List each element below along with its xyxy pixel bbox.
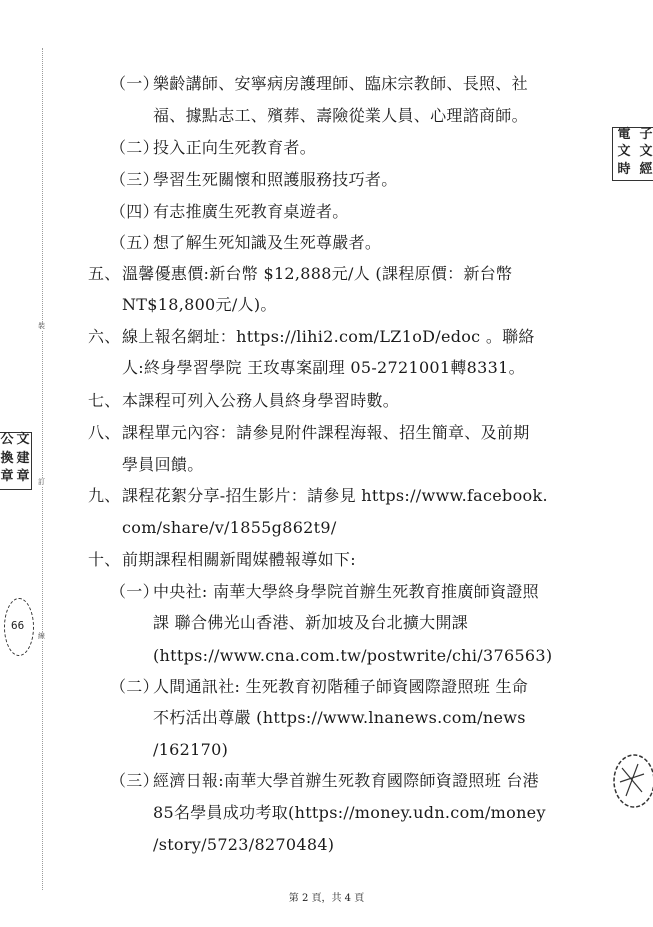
section-8-line-2: 學員回饋。 (122, 455, 204, 474)
audience-item-2-text: 投入正向生死教育者。 (153, 138, 317, 157)
seal-text: 66 (11, 619, 25, 632)
section-5-line-1: 溫馨優惠價:新台幣 $12,888元/人 (課程原價：新台幣 (122, 264, 513, 283)
stamp-char: 文 (617, 144, 631, 160)
audience-item-3-text: 學習生死關懷和照護服務技巧者。 (153, 170, 398, 189)
section-8-num: 八、 (88, 423, 121, 442)
stamp-char: 文 (16, 432, 30, 447)
section-6-line-2: 人:終身學習學院 王玫專案副理 05-2721001轉8331。 (122, 358, 525, 377)
news-item-2-num: （二） (110, 677, 159, 696)
audience-item-5-text: 想了解生死知識及生死尊嚴者。 (153, 233, 382, 252)
audience-item-3-num: （三） (110, 170, 159, 189)
stamp-char: 章 (16, 469, 30, 485)
news-item-2-line-2: 不朽活出尊嚴 (https://www.lnanews.com/news (153, 708, 526, 727)
stamp-char: 換 (0, 450, 14, 466)
section-6-line-1: 線上報名網址：https://lihi2.com/LZ1oD/edoc 。聯絡 (122, 327, 535, 346)
news-item-3-num: （三） (110, 771, 159, 790)
section-9-line-2: com/share/v/1855g862t9/ (122, 518, 337, 537)
stamp-char: 文 (639, 144, 653, 160)
audience-item-4-num: （四） (110, 202, 159, 221)
section-9-line-1: 課程花絮分享-招生影片：請參見 https://www.facebook. (122, 486, 548, 505)
section-7-text: 本課程可列入公務人員終身學習時數。 (122, 391, 400, 410)
stamp-char: 章 (0, 469, 14, 485)
news-item-2-line-1: 人間通訊社: 生死教育初階種子師資國際證照班 生命 (153, 677, 529, 696)
section-9-num: 九、 (88, 486, 121, 505)
news-item-3-line-3: /story/5723/8270484) (153, 835, 335, 854)
binding-line (42, 48, 43, 890)
binding-mark-ding: 訂 (38, 478, 45, 486)
binding-mark-xian: 線 (38, 632, 45, 640)
page-number-footer: 第 2 頁，共 4 頁 (288, 893, 365, 904)
perforation-seal-icon (608, 752, 653, 810)
electronic-document-stamp (612, 127, 653, 181)
section-8-line-1: 課程單元內容：請參見附件課程海報、招生簡章、及前期 (122, 423, 530, 442)
section-5-num: 五、 (88, 264, 121, 283)
audience-item-4-text: 有志推廣生死教育桌遊者。 (153, 202, 349, 221)
stamp-char: 建 (16, 450, 30, 466)
binding-mark-zhuang: 裝 (38, 322, 45, 330)
audience-item-1-line-2: 福、據點志工、殯葬、壽險從業人員、心理諮商師。 (153, 106, 528, 125)
document-exchange-stamp (0, 432, 32, 490)
news-item-2-line-3: /162170) (153, 740, 229, 759)
perforation-seal (4, 598, 34, 656)
news-item-1-line-2: 課 聯合佛光山香港、新加坡及台北擴大開課 (153, 613, 469, 632)
audience-item-2-num: （二） (110, 138, 159, 157)
news-item-1-line-3: (https://www.cna.com.tw/postwrite/chi/376563) (153, 646, 553, 665)
stamp-char: 子 (639, 127, 653, 142)
section-10-text: 前期課程相關新聞媒體報導如下: (122, 550, 356, 569)
section-7-num: 七、 (88, 391, 121, 410)
news-item-1-line-1: 中央社: 南華大學終身學院首辦生死教育推廣師資證照 (153, 582, 539, 601)
audience-item-1-line-1: 樂齡講師、安寧病房護理師、臨床宗教師、長照、社 (153, 74, 528, 93)
stamp-char: 經 (639, 161, 653, 177)
stamp-char: 電 (617, 127, 631, 142)
news-item-3-line-1: 經濟日報:南華大學首辦生死教育國際師資證照班 台港 (153, 771, 539, 790)
section-10-num: 十、 (88, 550, 121, 569)
audience-item-5-num: （五） (110, 233, 159, 252)
section-5-line-2: NT$18,800元/人)。 (122, 295, 277, 314)
news-item-1-num: （一） (110, 582, 159, 601)
stamp-char: 時 (617, 161, 631, 177)
section-6-num: 六、 (88, 327, 121, 346)
stamp-char: 公 (0, 432, 14, 447)
audience-item-1-num: （一） (110, 74, 159, 93)
news-item-3-line-2: 85名學員成功考取(https://money.udn.com/money (153, 803, 546, 822)
